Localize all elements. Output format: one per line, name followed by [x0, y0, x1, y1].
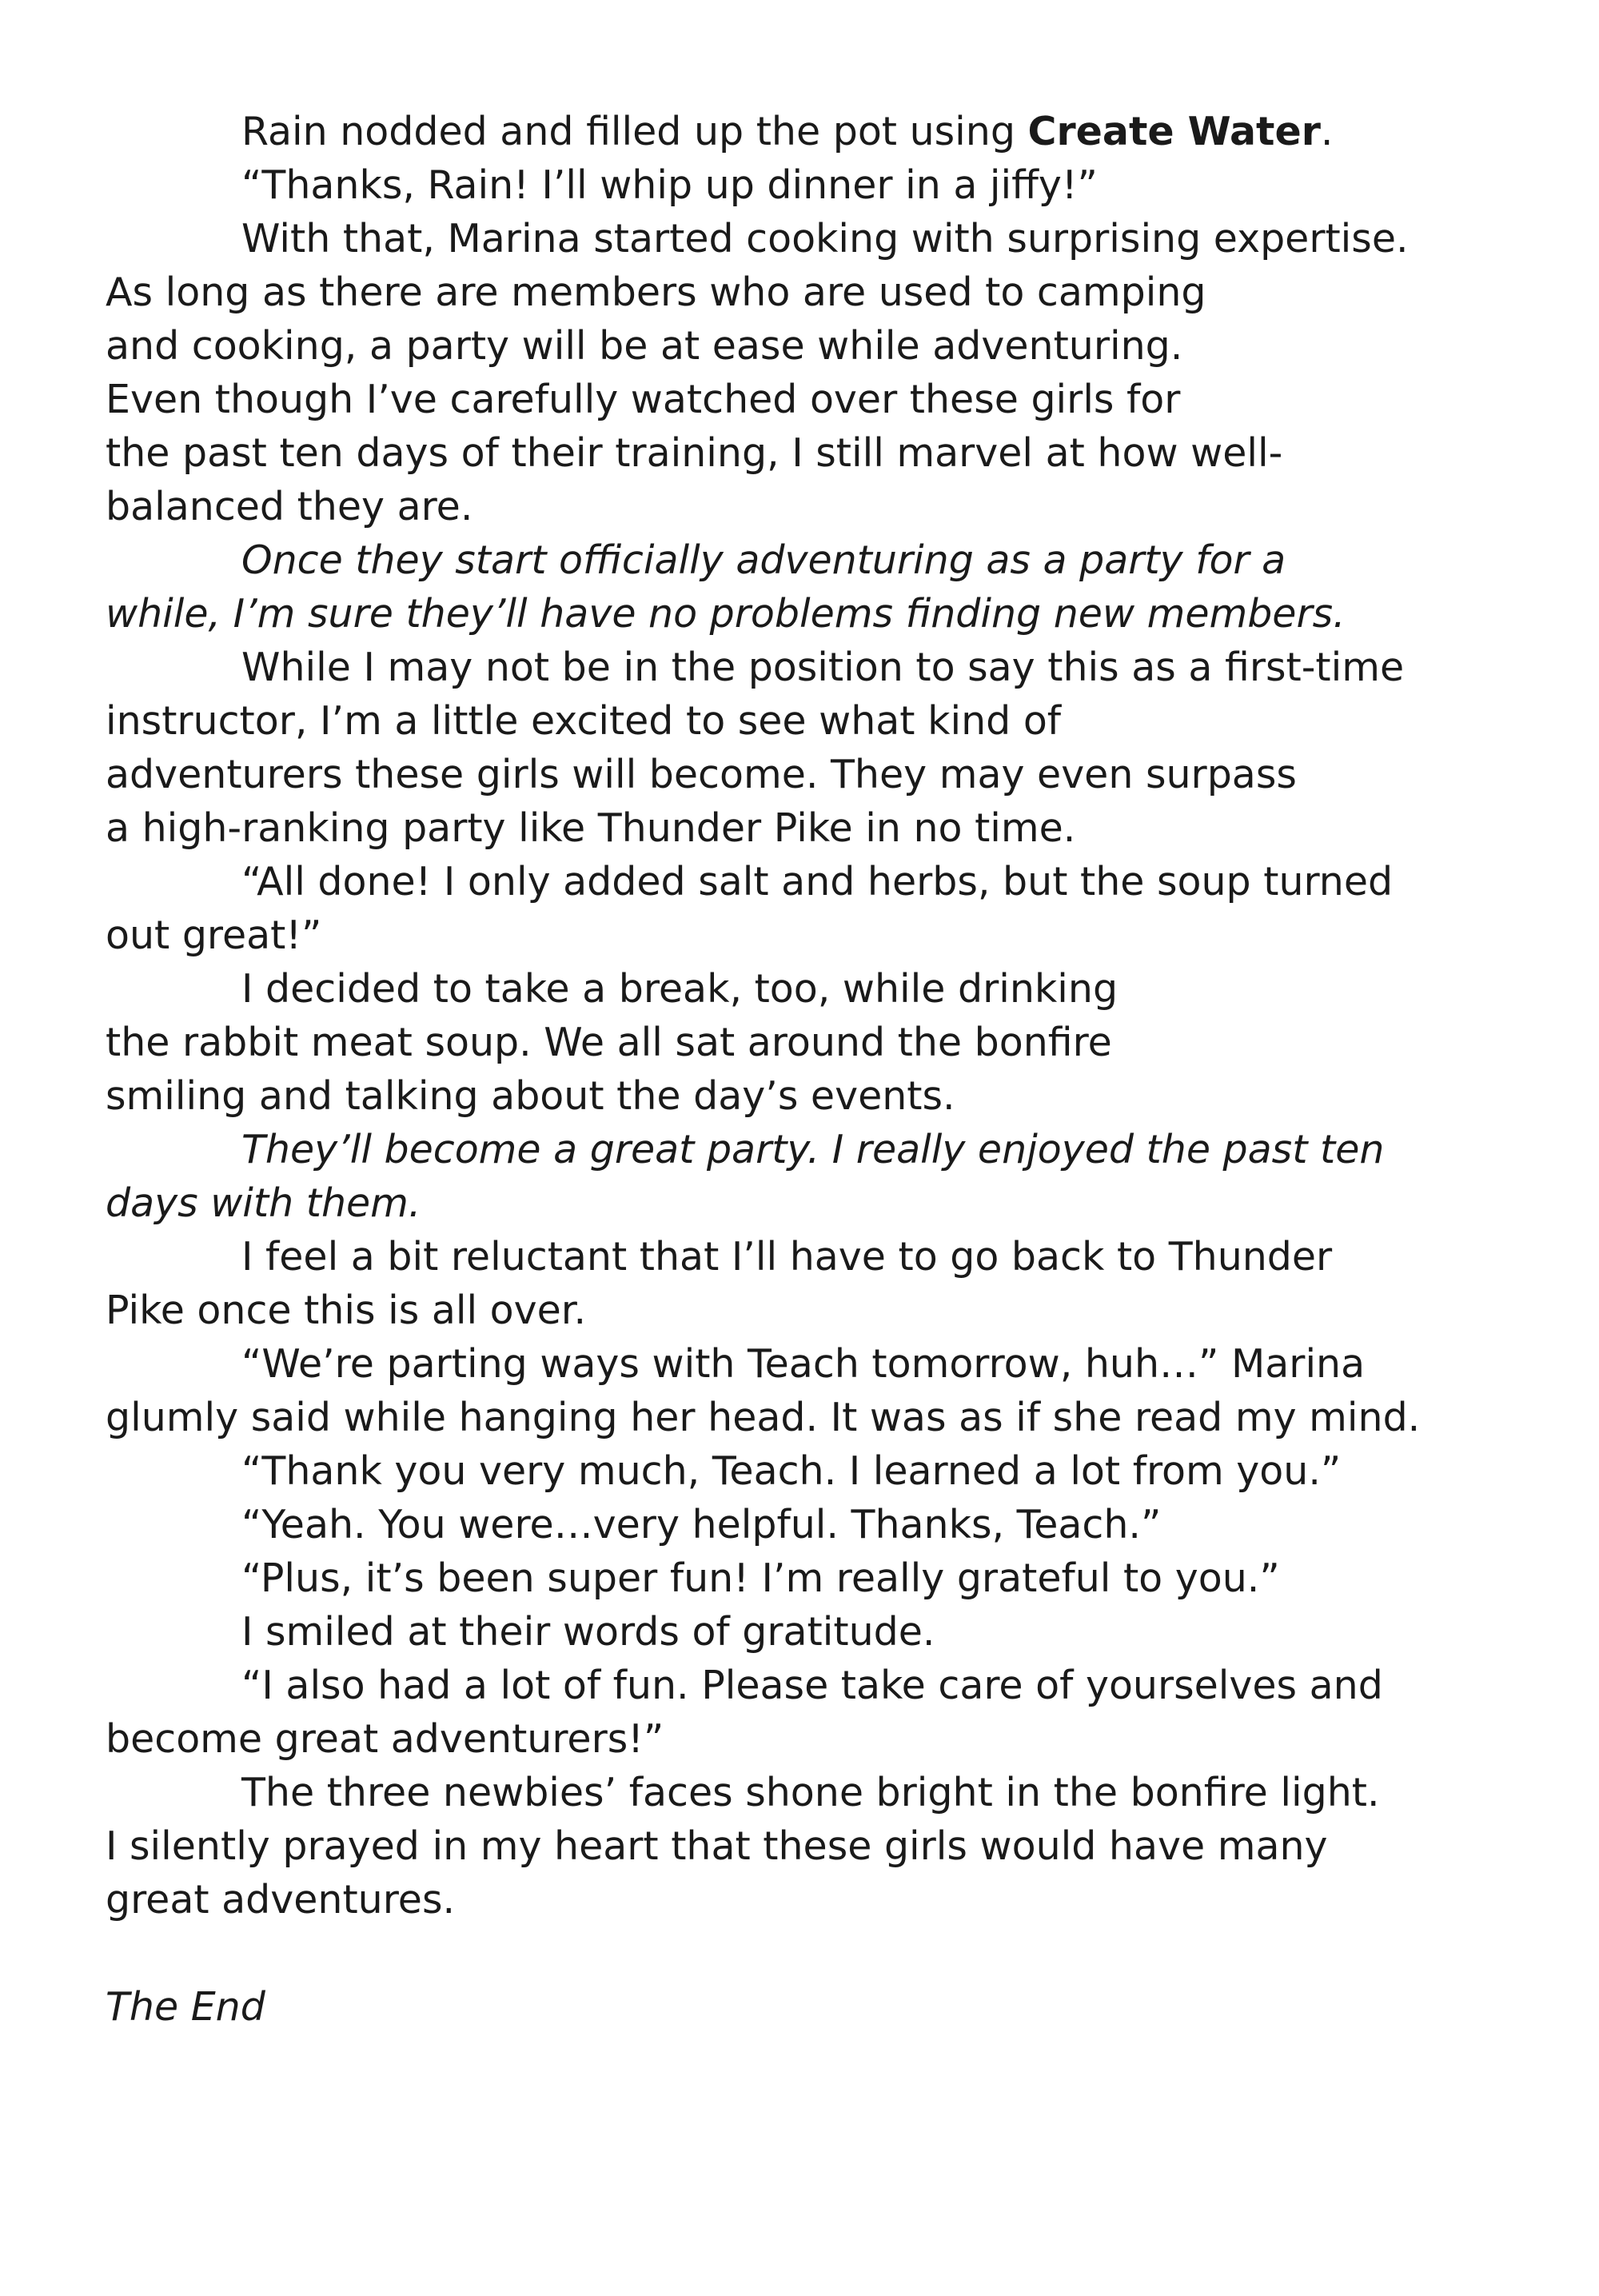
text-line: smiling and talking about the day’s events.	[106, 1073, 955, 1119]
thought-line: They’ll become a great party. I really enjoyed the past ten	[241, 1127, 1385, 1172]
text-line: I feel a bit reluctant that I’ll have to go back to Thunder	[241, 1234, 1333, 1280]
thought-line: Once they start officially adventuring as a party for a	[241, 537, 1286, 583]
text-line: With that, Marina started cooking with surprising expertise.	[241, 216, 1409, 262]
text-line: “We’re parting ways with Teach tomorrow, huh…” Marina	[241, 1341, 1366, 1387]
text-line: Even though I’ve carefully watched over these girls for	[106, 377, 1181, 422]
text-line: instructor, I’m a little excited to see what kind of	[106, 698, 1062, 744]
text-line: Rain nodded and filled up the pot using Create Water.	[241, 109, 1334, 154]
text-line: great adventures.	[106, 1877, 456, 1923]
spell-name: Create Water	[1027, 109, 1321, 154]
text-line: the rabbit meat soup. We all sat around the bonfire	[106, 1020, 1112, 1065]
text-line: “Plus, it’s been super fun! I’m really grateful to you.”	[241, 1555, 1280, 1601]
text-line: “All done! I only added salt and herbs, but the soup turned	[241, 859, 1394, 904]
text-line: a high-ranking party like Thunder Pike in no time.	[106, 805, 1076, 851]
text-line: the past ten days of their training, I still marvel at how well-	[106, 430, 1283, 476]
text-line: out great!”	[106, 912, 322, 958]
text-line: “I also had a lot of fun. Please take care of yourselves and	[241, 1663, 1383, 1708]
text-line: While I may not be in the position to say this as a first-time	[241, 645, 1405, 690]
text-line: “Yeah. You were…very helpful. Thanks, Teach.”	[241, 1502, 1162, 1547]
the-end-label: The End	[106, 1984, 265, 2030]
text-line: glumly said while hanging her head. It was as if she read my mind.	[106, 1395, 1421, 1440]
text-line: I silently prayed in my heart that these girls would have many	[106, 1823, 1328, 1869]
text-line: I smiled at their words of gratitude.	[241, 1609, 935, 1655]
text-line: and cooking, a party will be at ease while adventuring.	[106, 323, 1183, 369]
text-line: “Thank you very much, Teach. I learned a lot from you.”	[241, 1448, 1342, 1494]
text-line: I decided to take a break, too, while drinking	[241, 966, 1119, 1012]
text-line: As long as there are members who are used to camping	[106, 270, 1206, 315]
text-line: “Thanks, Rain! I’ll whip up dinner in a jiffy!”	[241, 162, 1098, 208]
thought-line: while, I’m sure they’ll have no problems finding new members.	[106, 591, 1346, 637]
text-line: adventurers these girls will become. They may even surpass	[106, 752, 1297, 797]
text-line: The three newbies’ faces shone bright in the bonfire light.	[241, 1770, 1380, 1815]
text-line: balanced they are.	[106, 484, 473, 529]
text-line: Pike once this is all over.	[106, 1288, 587, 1333]
thought-line: days with them.	[106, 1180, 421, 1226]
text-line: become great adventurers!”	[106, 1716, 664, 1762]
